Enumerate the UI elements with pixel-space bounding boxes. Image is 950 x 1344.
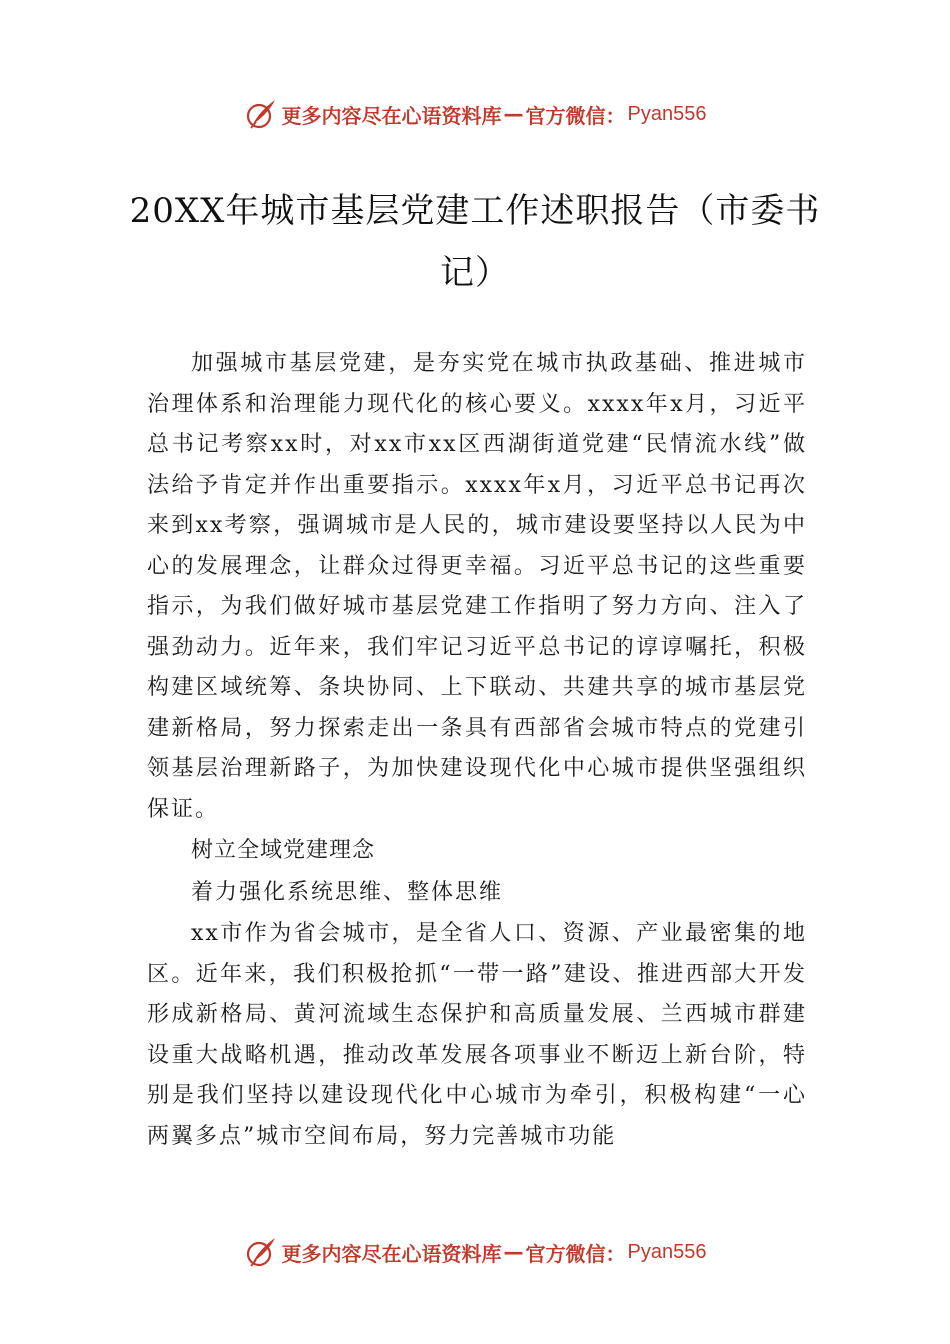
quill-pen-logo-icon — [244, 1235, 278, 1269]
banner-main-text: 更多内容尽在心语资料库 — [281, 1241, 502, 1266]
intro-paragraph: 加强城市基层党建，是夯实党在城市执政基础、推进城市治理体系和治理能力现代化的核心要义。xxxx年x月，习近平总书记考察xx时，对xx市xx区西湖街道党建“民情流水线”做法给予肯定并作出重要指示。xxxx年x月，习近平总书记再次来到xx考察，强调城市是人民的，城市建设要坚持以人民为中心的发展理念，让群众过得更幸福。习近平总书记的这些重要指示，为我们做好城市基层党建工作指明了努力方向、注入了强劲动力。近年来，我们牢记习近平总书记的谆谆嘱托，积极构建区域统筹、条块协同、上下联动、共建共享的城市基层党建新格局，努力探索走出一条具有西部省会城市特点的党建引领基层治理新路子，为加快建设现代化中心城市提供坚强组织保证。 — [147, 351, 807, 822]
banner-separator: — — [503, 1240, 524, 1264]
banner-wechat-id: Pyan556 — [627, 1240, 707, 1263]
quill-pen-logo-icon — [244, 97, 278, 131]
header-banner — [0, 94, 950, 134]
banner-main-text: 更多内容尽在心语资料库 — [281, 103, 502, 128]
banner-wechat-id: Pyan556 — [627, 102, 707, 125]
subsection-heading: 着力强化系统思维、整体思维 — [191, 880, 504, 905]
banner-wechat-label: 官方微信： — [525, 103, 626, 128]
body-paragraph: xx市作为省会城市，是全省人口、资源、产业最密集的地区。近年来，我们积极抢抓“一带一路”建设、推进西部大开发形成新格局、黄河流域生态保护和高质量发展、兰西城市群建设重大战略机遇，推动改革发展各项事业不断迈上新台阶，特别是我们坚持以建设现代化中心城市为牵引，积极构建“一心两翼多点”城市空间布局，努力完善城市功能 — [147, 921, 807, 1149]
banner-wechat-label: 官方微信： — [525, 1241, 626, 1266]
footer-banner — [0, 1232, 950, 1272]
document-title: 20XX年城市基层党建工作述职报告（市委书记） — [129, 191, 821, 293]
banner-separator: — — [503, 102, 524, 126]
document-body — [147, 344, 807, 1157]
section-heading: 树立全域党建理念 — [191, 838, 376, 863]
